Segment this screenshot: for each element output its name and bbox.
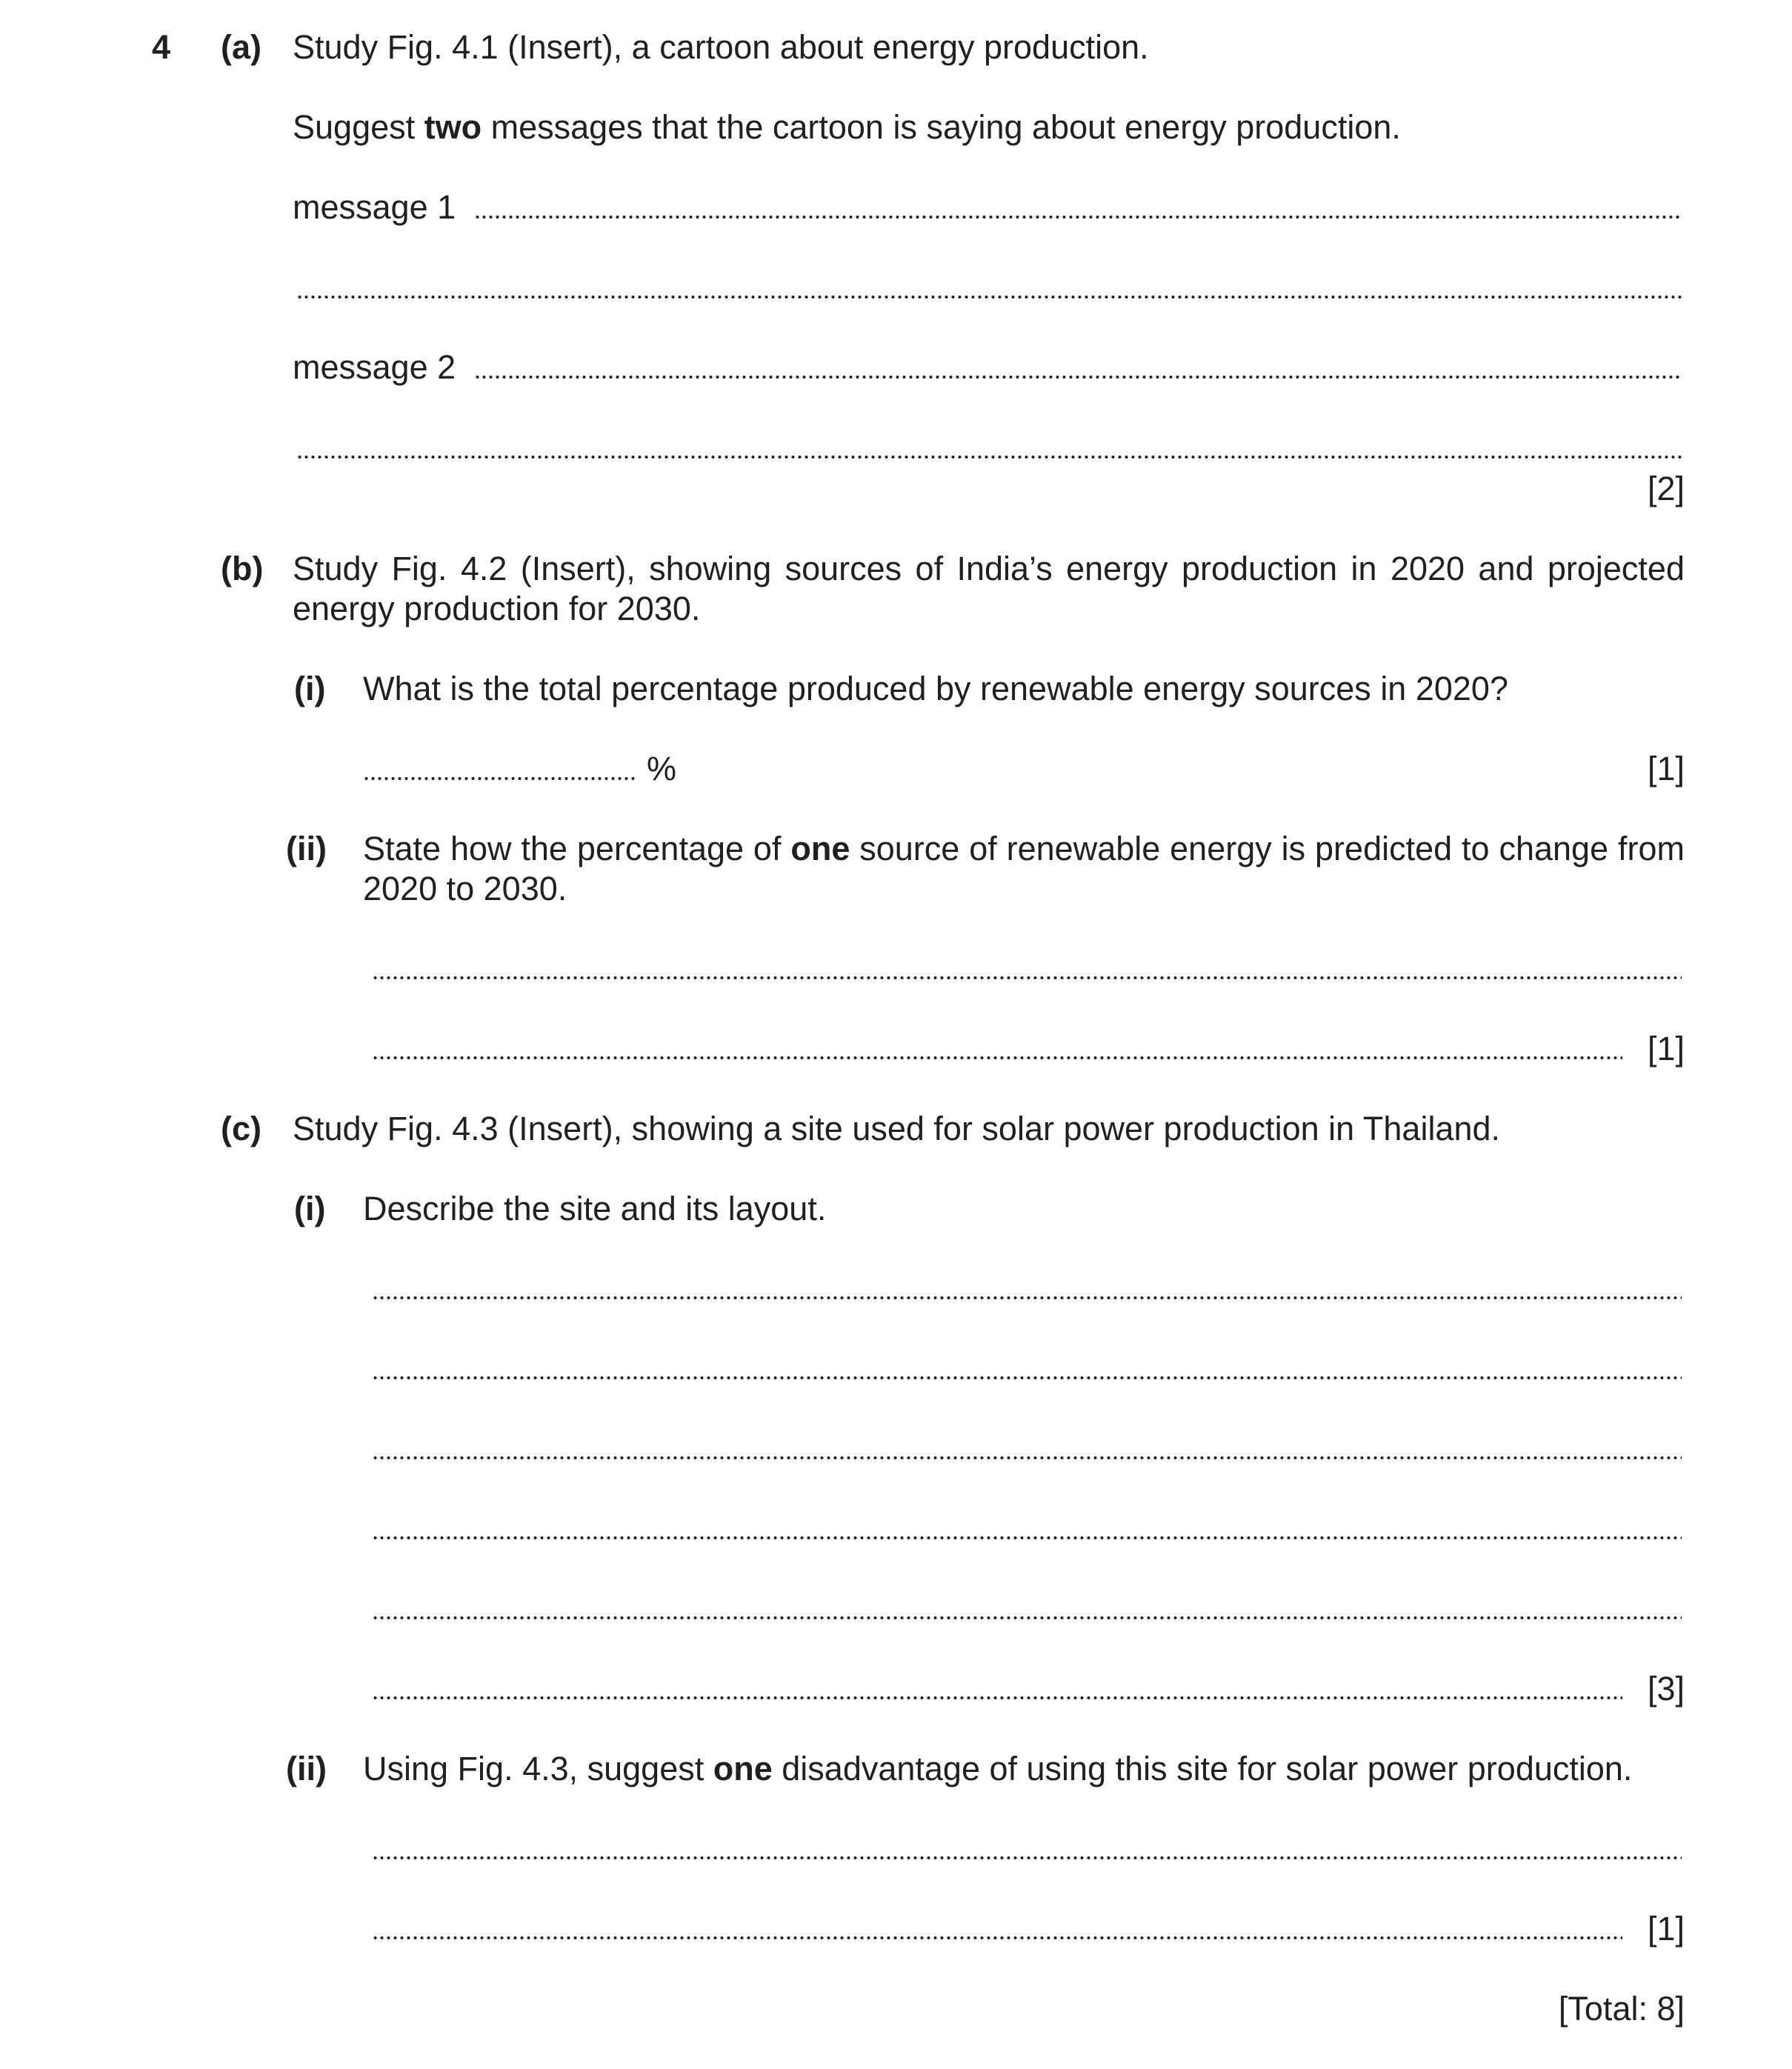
part-a-task bbox=[293, 107, 1401, 147]
message-2-label: message 2 bbox=[293, 348, 456, 386]
part-c-ii-label: (ii) bbox=[286, 1750, 327, 1788]
part-a-task-pre: Suggest bbox=[293, 108, 424, 146]
part-c-i-question: Describe the site and its layout. bbox=[363, 1190, 827, 1227]
part-b-i-label: (i) bbox=[294, 670, 326, 707]
part-c-ii-answer-line-2[interactable] bbox=[372, 1936, 1622, 1940]
part-a-task-bold: two bbox=[424, 108, 482, 146]
part-c-i-marks: [3] bbox=[1647, 1670, 1685, 1707]
part-b-ii-question-bold: one bbox=[790, 830, 850, 867]
part-b-i-marks: [1] bbox=[1647, 750, 1685, 787]
part-c-i-answer-line-1[interactable] bbox=[372, 1296, 1682, 1300]
part-b-ii-question-pre: State how the percentage of bbox=[363, 830, 791, 867]
part-c-ii-question-bold: one bbox=[713, 1750, 773, 1788]
part-c-i-label: (i) bbox=[294, 1190, 326, 1227]
percent-unit: % bbox=[647, 750, 677, 787]
part-b-ii-answer-line-2[interactable] bbox=[372, 1056, 1622, 1060]
part-a-task-post: messages that the cartoon is saying about energy production. bbox=[482, 108, 1401, 146]
part-b-ii-question-post: source of renewable energy is predicted to change from 2020 to 2030. bbox=[363, 830, 1685, 907]
part-a-label: (a) bbox=[221, 28, 262, 66]
part-c-i-answer-line-3[interactable] bbox=[372, 1456, 1682, 1460]
part-b-instruction: Study Fig. 4.2 (Insert), showing sources of India’s energy production in 2020 and projected energy production for 2030. bbox=[293, 550, 1685, 627]
part-c-ii-question bbox=[363, 1749, 1632, 1789]
part-c-i-answer-line-5[interactable] bbox=[372, 1616, 1682, 1620]
message-1-answer-line-1[interactable] bbox=[474, 215, 1682, 219]
part-c-i-answer-line-6[interactable] bbox=[372, 1696, 1622, 1700]
message-1-label: message 1 bbox=[293, 188, 456, 226]
part-b-i-answer-line[interactable] bbox=[363, 776, 637, 781]
part-c-ii-question-post: disadvantage of using this site for solar power production. bbox=[772, 1750, 1633, 1788]
message-2-answer-line-2[interactable] bbox=[296, 455, 1682, 459]
part-a-marks: [2] bbox=[1647, 470, 1685, 507]
part-c-ii-question-pre: Using Fig. 4.3, suggest bbox=[363, 1750, 713, 1788]
part-c-i-answer-line-2[interactable] bbox=[372, 1376, 1682, 1380]
part-b-i-question: What is the total percentage produced by renewable energy sources in 2020? bbox=[363, 670, 1508, 707]
part-c-ii-marks: [1] bbox=[1647, 1910, 1685, 1948]
message-2-answer-line-1[interactable] bbox=[474, 375, 1682, 379]
part-c-label: (c) bbox=[221, 1110, 262, 1147]
message-1-answer-line-2[interactable] bbox=[296, 295, 1682, 299]
part-c-instruction: Study Fig. 4.3 (Insert), showing a site used for solar power production in Thailand. bbox=[293, 1110, 1501, 1147]
part-b-ii-label: (ii) bbox=[286, 830, 327, 867]
part-a-instruction: Study Fig. 4.1 (Insert), a cartoon about energy production. bbox=[293, 28, 1149, 66]
part-b-label: (b) bbox=[221, 550, 264, 587]
question-number: 4 bbox=[152, 28, 171, 66]
part-b-ii-answer-line-1[interactable] bbox=[372, 976, 1682, 980]
part-b-ii-question bbox=[363, 829, 1685, 909]
part-c-i-answer-line-4[interactable] bbox=[372, 1536, 1682, 1540]
part-b-ii-marks: [1] bbox=[1647, 1030, 1685, 1067]
total-marks: [Total: 8] bbox=[1558, 1990, 1685, 2028]
part-c-ii-answer-line-1[interactable] bbox=[372, 1856, 1682, 1860]
